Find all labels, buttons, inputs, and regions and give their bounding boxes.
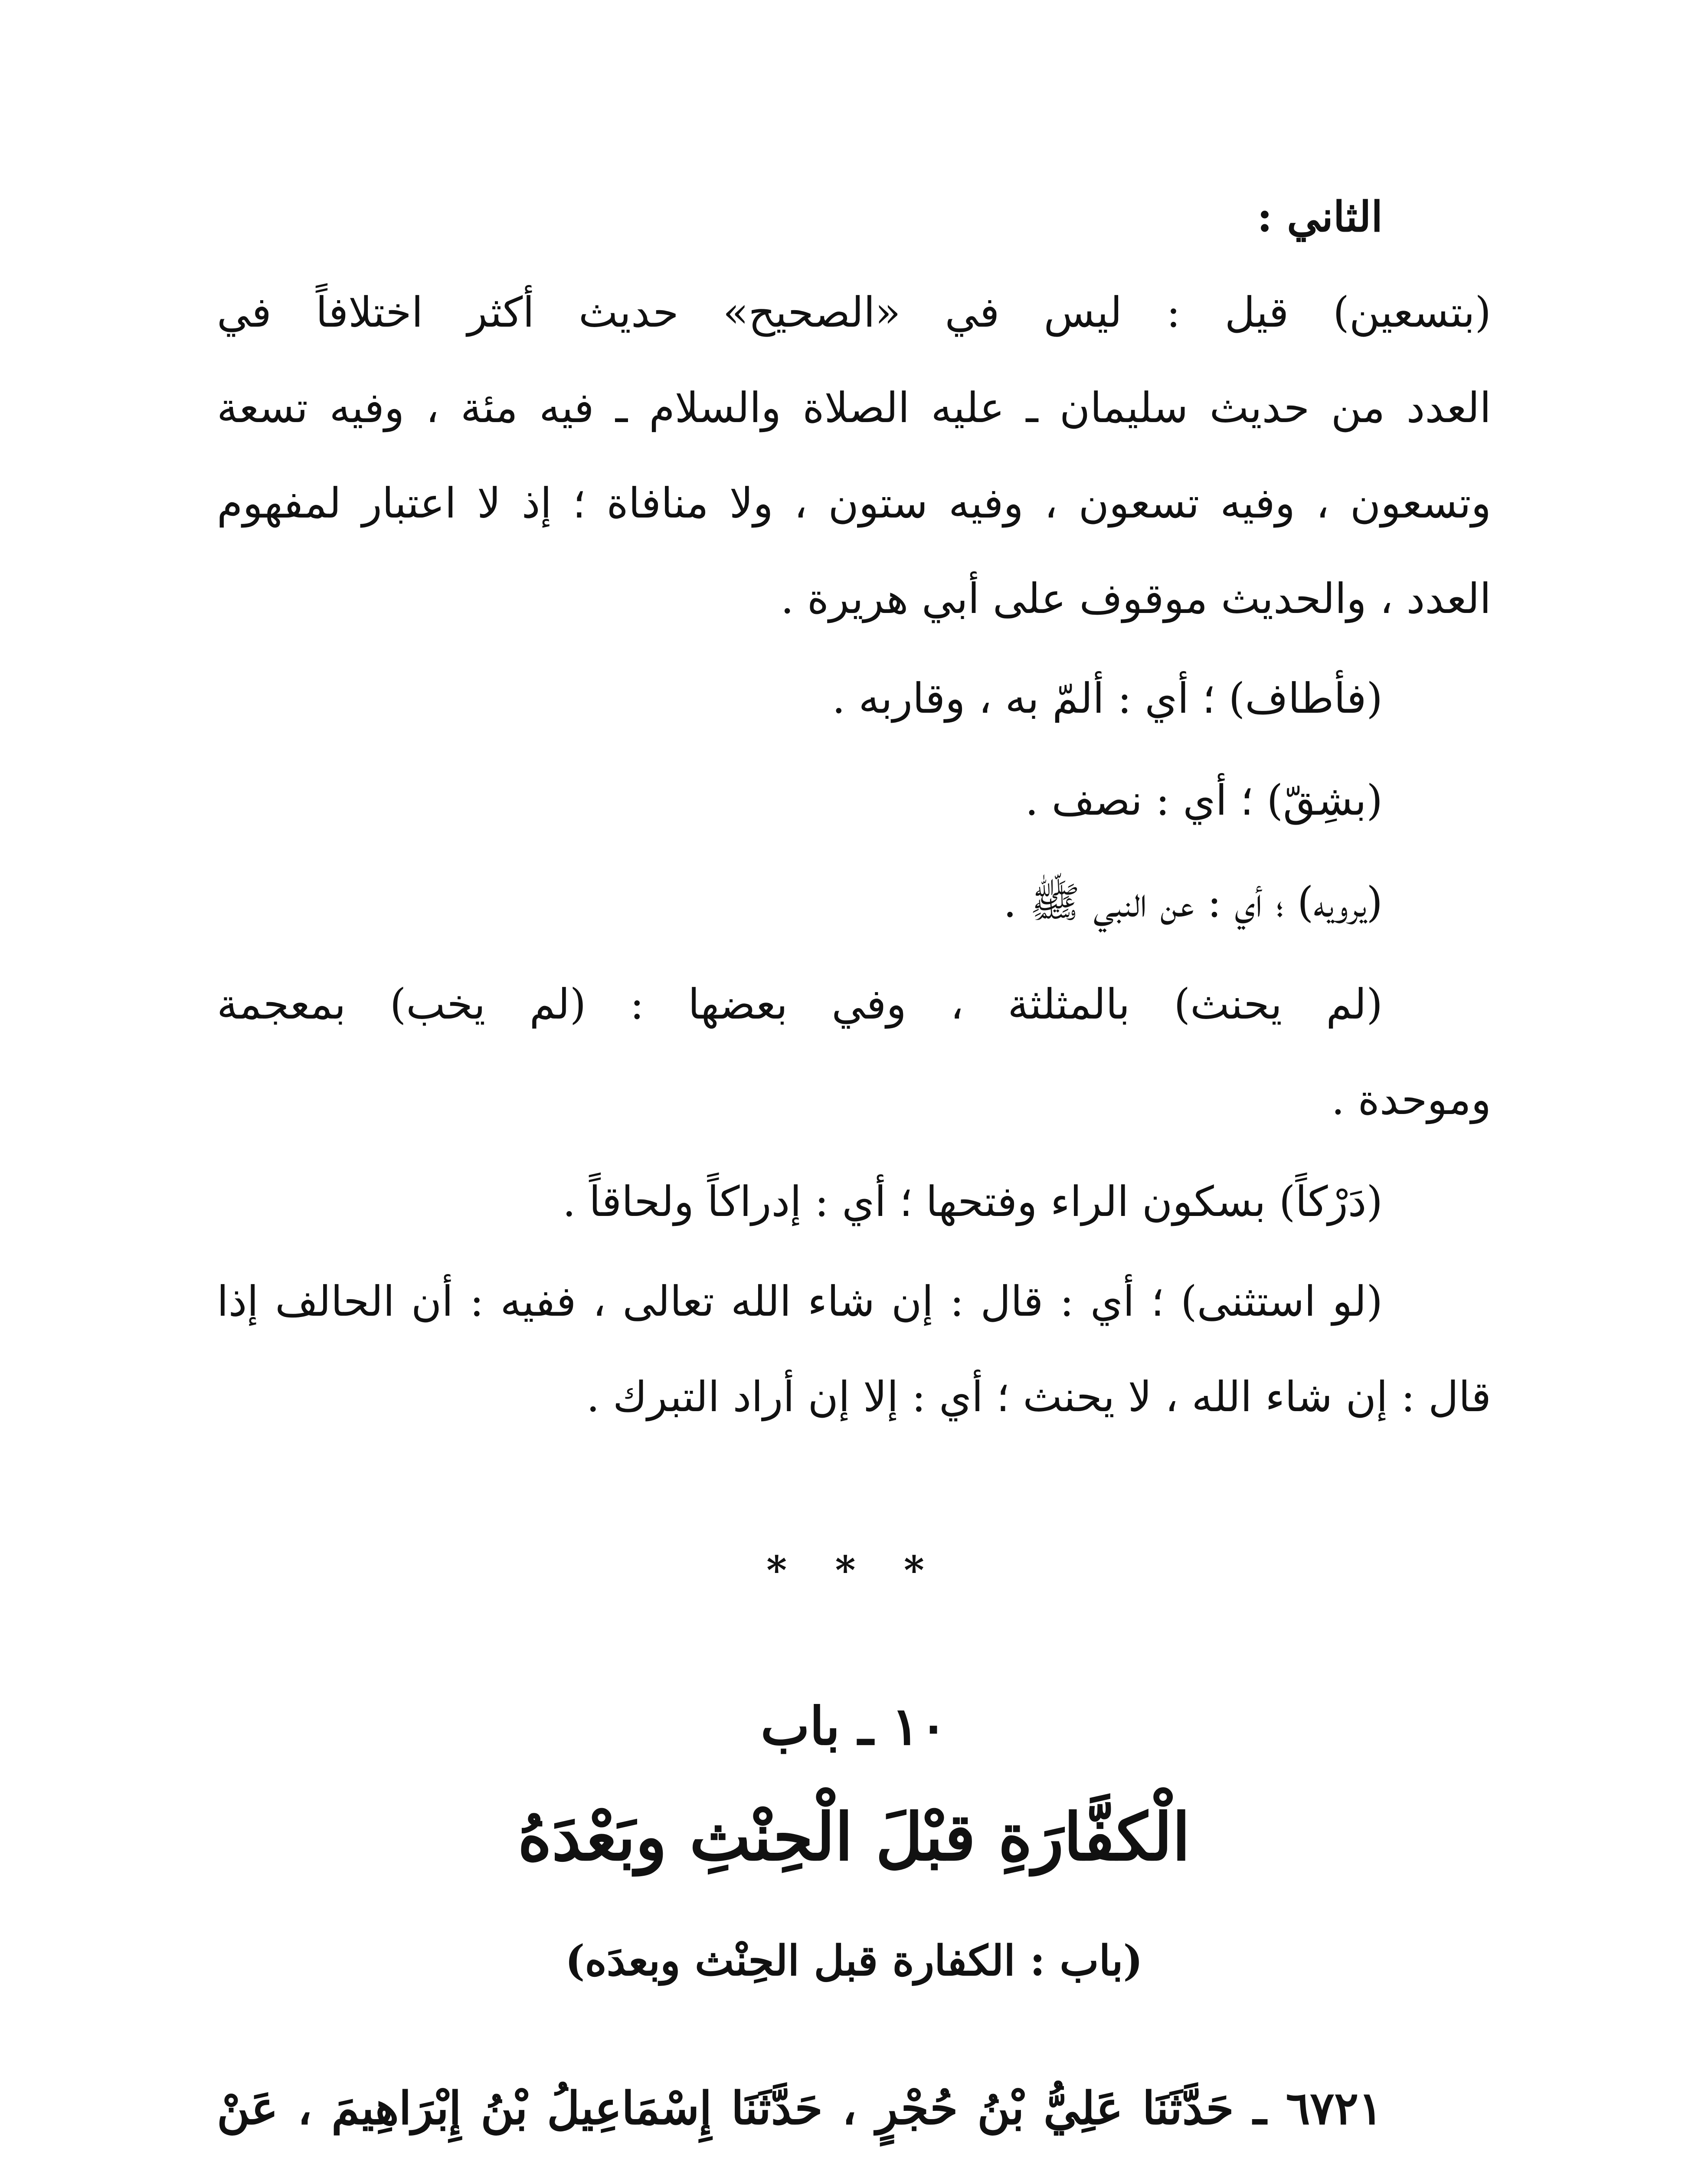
- gloss-darkan: (دَرْكاً) بسكون الراء وفتحها ؛ أي : إدراكاً ولحاقاً .: [562, 1177, 1383, 1226]
- chapter-title: الْكفَّارَةِ قبْلَ الْحِنْثِ وبَعْدَهُ: [517, 1799, 1191, 1875]
- paragraph-1-line-3: وتسعون ، وفيه تسعون ، وفيه ستون ، ولا منافاة ؛ إذ لا اعتبار لمفهوم: [217, 479, 1492, 528]
- gloss-law-istathna-line-1: (لو استثنى) ؛ أي : قال : إن شاء الله تعالى ، ففيه : أن الحالف إذا: [217, 1277, 1383, 1326]
- chapter-number: ١٠ ـ باب: [760, 1696, 948, 1757]
- paragraph-1-line-2: العدد من حديث سليمان ـ عليه الصلاة والسلام ـ فيه مئة ، وفيه تسعة: [217, 383, 1491, 432]
- paragraph-1-line-1: (بتسعين) قيل : ليس في «الصحيح» حديث أكثر اختلافاً في: [217, 288, 1491, 337]
- gloss-fa-ataf: (فأطاف) ؛ أي : ألمّ به ، وقاربه .: [832, 674, 1383, 723]
- section-separator: * * *: [766, 1547, 942, 1593]
- gloss-lam-yahnath-line-1: (لم يحنث) بالمثلثة ، وفي بعضها : (لم يخب) بمعجمة: [217, 980, 1383, 1029]
- chapter-subtitle: (باب : الكفارة قبل الحِنْث وبعدَه): [565, 1936, 1143, 1985]
- gloss-yarwihi: (يرويه) ؛ أي : عن النبي ﷺ .: [1003, 878, 1383, 927]
- gloss-bishiq: (بشِقّ) ؛ أي : نصف .: [1025, 776, 1383, 825]
- paragraph-1-line-4: العدد ، والحديث موقوف على أبي هريرة .: [780, 574, 1491, 623]
- gloss-law-istathna-line-2: قال : إن شاء الله ، لا يحنث ؛ أي : إلا إن أراد التبرك .: [586, 1373, 1491, 1421]
- hadith-line-1: ٦٧٢١ ـ حَدَّثَنَا عَلِيُّ بْنُ حُجْرٍ ، حَدَّثَنَا إِسْمَاعِيلُ بْنُ إِبْرَاهِيمَ ، عَنْ: [217, 2081, 1383, 2135]
- section-heading: الثاني :: [1257, 192, 1383, 241]
- gloss-lam-yahnath-line-2: وموحدة .: [1331, 1075, 1491, 1124]
